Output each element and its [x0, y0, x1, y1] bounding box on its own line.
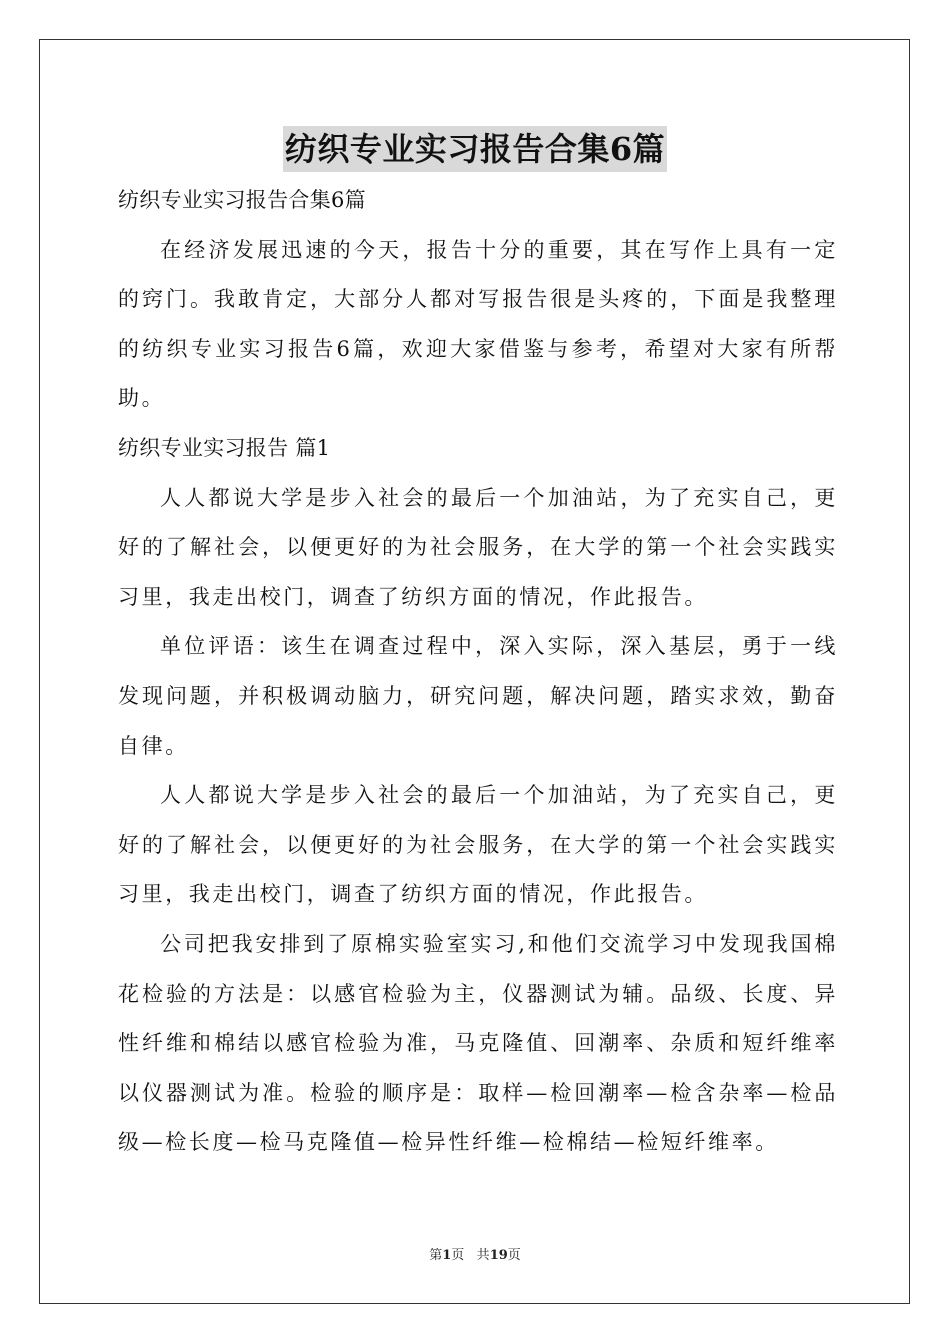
total-suffix: 页	[507, 1248, 521, 1263]
intro-paragraph: 在经济发展迅速的今天，报告十分的重要，其在写作上具有一定的窍门。我敢肯定，大部分人都对写报告很是头疼的，下面是我整理的纺织专业实习报告6篇，欢迎大家借鉴与参考，希望对大家有所帮助。	[118, 237, 838, 411]
page-prefix: 第	[429, 1248, 443, 1263]
section-heading: 纺织专业实习报告 篇1	[118, 435, 331, 460]
body-paragraph: 公司把我安排到了原棉实验室实习,和他们交流学习中发现我国棉花检验的方法是：以感官检验为主，仪器测试为辅。品级、长度、异性纤维和棉结以感官检验为准，马克隆值、回潮率、杂质和短纤维率以仪器测试为准。检验的顺序是：取样—检回潮率—检含杂率—检品级—检长度—检马克隆值—检异性纤维—检棉结—检短纤维率。	[118, 931, 838, 1155]
document-title: 纺织专业实习报告合集6篇	[283, 126, 667, 172]
document-body	[118, 176, 838, 1168]
total-prefix: 共	[476, 1248, 490, 1263]
body-paragraph: 人人都说大学是步入社会的最后一个加油站，为了充实自己，更好的了解社会，以便更好的为社会服务，在大学的第一个社会实践实习里，我走出校门，调查了纺织方面的情况，作此报告。	[118, 783, 838, 907]
title-container	[0, 126, 950, 172]
body-paragraph: 人人都说大学是步入社会的最后一个加油站，为了充实自己，更好的了解社会，以便更好的为社会服务，在大学的第一个社会实践实习里，我走出校门，调查了纺织方面的情况，作此报告。	[118, 485, 838, 609]
body-paragraph: 单位评语：该生在调查过程中，深入实际，深入基层，勇于一线发现问题，并积极调动脑力，研究问题，解决问题，踏实求效，勤奋自律。	[118, 634, 838, 758]
page-number: 1	[442, 1248, 452, 1263]
document-subtitle: 纺织专业实习报告合集6篇	[118, 188, 366, 212]
total-pages: 19	[489, 1248, 508, 1263]
page-suffix: 页	[451, 1248, 465, 1263]
page-footer	[0, 1246, 950, 1266]
